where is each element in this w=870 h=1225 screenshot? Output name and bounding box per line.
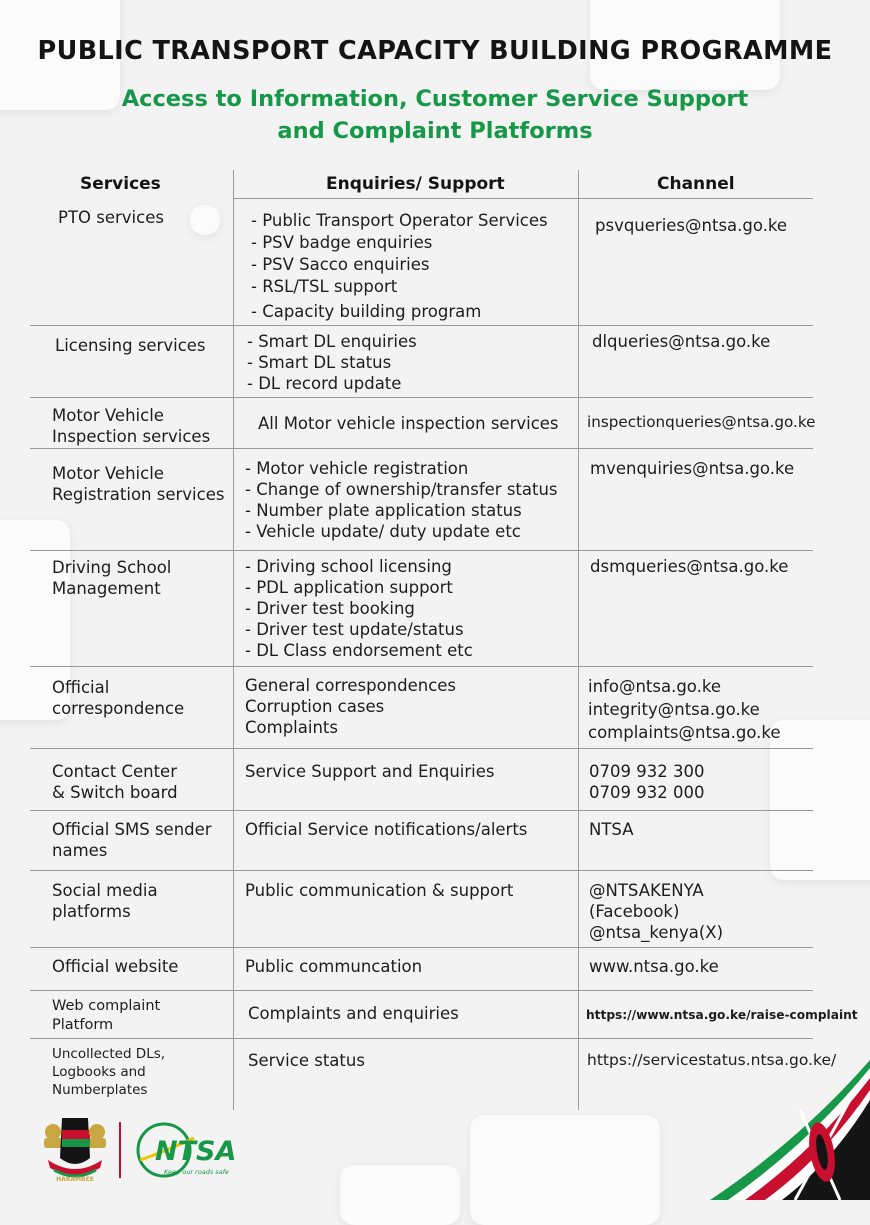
channel-email-link[interactable]: complaints@ntsa.go.ke bbox=[588, 723, 781, 742]
enquiry-item: Service Support and Enquiries bbox=[245, 762, 495, 781]
channel-website-link[interactable]: www.ntsa.go.ke bbox=[589, 957, 719, 976]
channel-cell bbox=[592, 331, 770, 352]
service-cell bbox=[52, 761, 178, 803]
motto-text: HARAMBEE bbox=[56, 1176, 94, 1183]
service-name: Social media bbox=[52, 881, 158, 900]
service-cell bbox=[52, 880, 158, 922]
enquiries-cell bbox=[247, 331, 417, 394]
service-name: PTO services bbox=[58, 208, 164, 227]
service-name: Inspection services bbox=[52, 427, 211, 446]
table-divider bbox=[30, 1038, 813, 1039]
enquiry-item: - Motor vehicle registration bbox=[245, 459, 469, 478]
channel-cell bbox=[589, 880, 723, 943]
background-tile bbox=[770, 720, 870, 880]
enquiry-item: - PSV Sacco enquiries bbox=[251, 255, 430, 274]
service-name: Official SMS sender bbox=[52, 820, 212, 839]
service-name: Platform bbox=[52, 1017, 114, 1033]
enquiries-cell bbox=[248, 1003, 459, 1024]
channel-email-link[interactable]: psvqueries@ntsa.go.ke bbox=[595, 216, 788, 235]
channel-social-link[interactable]: @ntsa_kenya(X) bbox=[589, 923, 724, 942]
service-cell bbox=[55, 335, 206, 356]
ntsa-tagline: Keep our roads safe bbox=[164, 1168, 229, 1176]
page-title: PUBLIC TRANSPORT CAPACITY BUILDING PROGRAMME bbox=[37, 36, 833, 66]
enquiry-item: - Capacity building program bbox=[251, 302, 482, 321]
table-divider bbox=[30, 990, 813, 991]
channel-cell bbox=[587, 412, 815, 433]
enquiry-item: Complaints bbox=[245, 718, 338, 737]
service-name: Uncollected DLs, bbox=[52, 1046, 166, 1062]
service-name: Logbooks and bbox=[52, 1064, 146, 1080]
enquiry-item: - DL Class endorsement etc bbox=[245, 641, 473, 660]
channel-cell bbox=[589, 819, 634, 840]
enquiries-cell bbox=[245, 956, 422, 977]
footer-logos bbox=[44, 1108, 274, 1184]
table-divider bbox=[30, 947, 813, 948]
table-divider bbox=[233, 198, 813, 199]
kenya-flag-motif bbox=[690, 1060, 870, 1200]
channel-website-link[interactable]: https://www.ntsa.go.ke/raise-complaint bbox=[586, 1008, 858, 1022]
channel-cell bbox=[589, 761, 704, 803]
enquiries-cell bbox=[245, 556, 473, 661]
channel-cell bbox=[586, 1005, 858, 1026]
enquiry-item: - Driving school licensing bbox=[245, 557, 452, 576]
enquiry-item: Public communication & support bbox=[245, 881, 514, 900]
service-cell bbox=[52, 677, 184, 719]
service-cell bbox=[52, 405, 210, 447]
service-name: & Switch board bbox=[52, 783, 178, 802]
service-name: Official bbox=[52, 678, 110, 697]
channel-cell bbox=[590, 556, 788, 577]
enquiry-item: - Smart DL enquiries bbox=[247, 332, 417, 351]
channel-cell bbox=[590, 458, 794, 479]
service-name: Registration services bbox=[52, 485, 225, 504]
service-cell bbox=[52, 997, 160, 1035]
service-name: correspondence bbox=[52, 699, 185, 718]
service-cell bbox=[52, 1045, 165, 1099]
enquiries-cell bbox=[245, 761, 495, 782]
enquiry-item: - Number plate application status bbox=[245, 501, 522, 520]
channel-sender-name: NTSA bbox=[589, 820, 634, 839]
enquiry-item: - Smart DL status bbox=[247, 353, 392, 372]
channel-website-link[interactable]: https://servicestatus.ntsa.go.ke/ bbox=[587, 1051, 837, 1069]
table-divider bbox=[578, 170, 579, 1110]
channel-social-label: (Facebook) bbox=[589, 902, 680, 921]
channel-cell bbox=[588, 675, 781, 744]
page-subtitle-line-2: and Complaint Platforms bbox=[277, 118, 593, 144]
table-divider bbox=[30, 748, 813, 749]
service-cell bbox=[52, 819, 212, 861]
enquiry-item: - PDL application support bbox=[245, 578, 453, 597]
service-cell bbox=[52, 956, 178, 977]
enquiries-cell bbox=[245, 675, 456, 738]
service-cell bbox=[52, 557, 171, 599]
enquiries-cell bbox=[251, 210, 548, 323]
enquiry-item: Service status bbox=[248, 1051, 365, 1070]
enquiry-item: - Driver test update/status bbox=[245, 620, 464, 639]
enquiry-item: Complaints and enquiries bbox=[248, 1004, 459, 1023]
table-divider bbox=[233, 170, 234, 1110]
channel-email-link[interactable]: info@ntsa.go.ke bbox=[588, 677, 721, 696]
service-cell bbox=[52, 463, 224, 505]
enquiry-item: - RSL/TSL support bbox=[251, 277, 398, 296]
channel-email-link[interactable]: dsmqueries@ntsa.go.ke bbox=[590, 557, 789, 576]
service-name: Licensing services bbox=[55, 336, 206, 355]
background-tile bbox=[190, 205, 220, 235]
header-channel: Channel bbox=[657, 174, 735, 194]
enquiry-item: Corruption cases bbox=[245, 697, 385, 716]
service-name: platforms bbox=[52, 902, 131, 921]
channel-phone-link[interactable]: 0709 932 300 bbox=[589, 762, 705, 781]
table-divider bbox=[30, 325, 813, 326]
enquiry-item: Public communcation bbox=[245, 957, 423, 976]
background-tile bbox=[340, 1165, 460, 1225]
channel-email-link[interactable]: dlqueries@ntsa.go.ke bbox=[592, 332, 771, 351]
service-cell bbox=[58, 207, 164, 228]
service-name: Web complaint bbox=[52, 998, 161, 1014]
channel-phone-link[interactable]: 0709 932 000 bbox=[589, 783, 705, 802]
enquiry-item: - Public Transport Operator Services bbox=[251, 211, 548, 230]
service-name: Motor Vehicle bbox=[52, 406, 164, 425]
enquiries-cell bbox=[245, 458, 558, 542]
background-tile bbox=[470, 1115, 660, 1225]
kenya-coat-of-arms bbox=[44, 1108, 274, 1184]
enquiry-item: - Change of ownership/transfer status bbox=[245, 480, 558, 499]
enquiries-cell bbox=[248, 1050, 365, 1071]
enquiries-cell bbox=[258, 413, 559, 434]
table-divider bbox=[30, 810, 813, 811]
header-enquiries: Enquiries/ Support bbox=[326, 174, 505, 194]
enquiry-item: All Motor vehicle inspection services bbox=[258, 414, 559, 433]
table-divider bbox=[30, 870, 813, 871]
service-name: Management bbox=[52, 579, 161, 598]
header-services: Services bbox=[80, 174, 161, 194]
service-name: Driving School bbox=[52, 558, 172, 577]
service-name: Motor Vehicle bbox=[52, 464, 164, 483]
enquiry-item: - PSV badge enquiries bbox=[251, 233, 433, 252]
service-name: Contact Center bbox=[52, 762, 177, 781]
table-divider bbox=[30, 448, 813, 449]
service-name: Official website bbox=[52, 957, 179, 976]
channel-email-link[interactable]: mvenquiries@ntsa.go.ke bbox=[590, 459, 795, 478]
table-divider bbox=[30, 550, 813, 551]
channel-social-link[interactable]: @NTSAKENYA bbox=[589, 881, 704, 900]
channel-cell bbox=[589, 956, 719, 977]
enquiry-item: - Vehicle update/ duty update etc bbox=[245, 522, 521, 541]
channel-email-link[interactable]: inspectionqueries@ntsa.go.ke bbox=[587, 413, 816, 431]
channel-cell bbox=[595, 215, 787, 236]
page-subtitle: Access to Information, Customer Service Support bbox=[121, 86, 749, 112]
service-name: Numberplates bbox=[52, 1082, 148, 1098]
enquiries-cell bbox=[245, 880, 513, 901]
enquiry-item: - Driver test booking bbox=[245, 599, 415, 618]
enquiry-item: General correspondences bbox=[245, 676, 457, 695]
table-divider bbox=[30, 397, 813, 398]
table-divider bbox=[30, 666, 813, 667]
channel-email-link[interactable]: integrity@ntsa.go.ke bbox=[588, 700, 760, 719]
enquiries-cell bbox=[245, 819, 527, 840]
service-name: names bbox=[52, 841, 108, 860]
ntsa-logo-text: NTSA bbox=[155, 1136, 237, 1167]
enquiry-item: Official Service notifications/alerts bbox=[245, 820, 528, 839]
enquiry-item: - DL record update bbox=[247, 374, 402, 393]
